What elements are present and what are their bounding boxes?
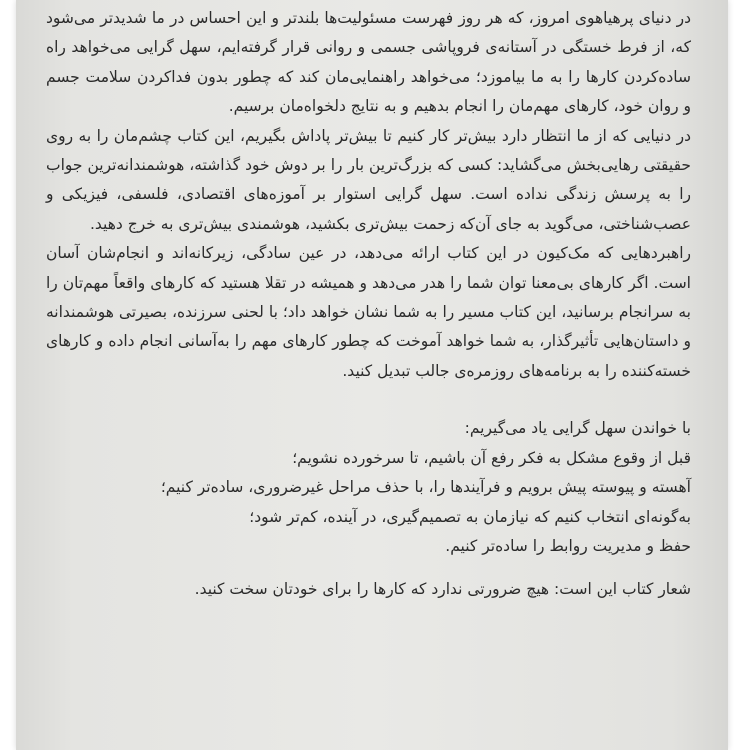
document-body [46,4,691,605]
list-item: آهسته و پیوسته پیش برویم و فرآیندها را، با حذف مراحل غیرضروری، ساده‌تر کنیم؛ [160,478,691,497]
paper-sheet [16,0,728,750]
list-intro: با خواندن سهل گرایی یاد می‌گیریم: [464,419,691,438]
list-item: به‌گونه‌ای انتخاب کنیم که نیازمان به تصمیم‌گیری، در آینده، کم‌تر شود؛ [249,507,691,526]
paragraph-strategies: راهبردهایی که مک‌کیون در این کتاب ارائه می‌دهد، در عین سادگی، زیرکانه‌اند و انجام‌شان آسان است. اگر کارهای بی‌معنا توان شما را هدر می‌دهد و همیشه در تقلا هستید که کارهای واقعاً مهم‌تان را به سرانجام برسانید، این کتاب مسیر را به شما نشان خواهد داد؛ با لحنی سرزنده، بصیرتی هوشمندانه و داستان‌هایی تأثیرگذار، به شما خواهد آموخت که چطور کارهای مهم را به‌آسانی انجام داده و کارهای خسته‌کننده را به برنامه‌های روزمره‌ی جالب تبدیل کنید. [46,244,691,380]
paragraph-intro: در دنیای پرهیاهوی امروز، که هر روز فهرست مسئولیت‌ها بلندتر و این احساس در ما شدیدتر می‌شود که، از فرط خستگی در آستانه‌ی فروپاشی جسمی و روانی قرار گرفته‌ایم، سهل گرایی می‌خواهد راه ساده‌کردن کارها را به ما بیاموزد؛ می‌خواهد راهنمایی‌مان کند که چطور بدون فداکردن سلامت جسم و روان خود، کارهای مهم‌مان را انجام بدهیم و به نتایج دلخواه‌مان برسیم. [46,9,691,116]
paragraph-expectation: در دنیایی که از ما انتظار دارد بیش‌تر کار کنیم تا بیش‌تر پاداش بگیریم، این کتاب چشم‌مان را به روی حقیقتی رهایی‌بخش می‌گشاید: کسی که بزرگ‌ترین بار را بر دوش خود گذاشته، هوشمندانه‌ترین جواب را به پرسش زندگی نداده است. سهل گرایی استوار بر آموزه‌های اقتصادی، فلسفی، فیزیکی و عصب‌شناختی، می‌گوید به جای آن‌که زحمت بیش‌تری بکشید، هوشمندی بیش‌تری به خرج دهید. [46,126,691,233]
list-item: حفظ و مدیریت روابط را ساده‌تر کنیم. [445,536,691,555]
list-item: قبل از وقوع مشکل به فکر رفع آن باشیم، تا سرخورده نشویم؛ [292,448,691,467]
paragraph-gap [46,386,691,414]
book-slogan: شعار کتاب این است: هیچ ضرورتی ندارد که کارها را برای خودتان سخت کنید. [194,580,691,599]
